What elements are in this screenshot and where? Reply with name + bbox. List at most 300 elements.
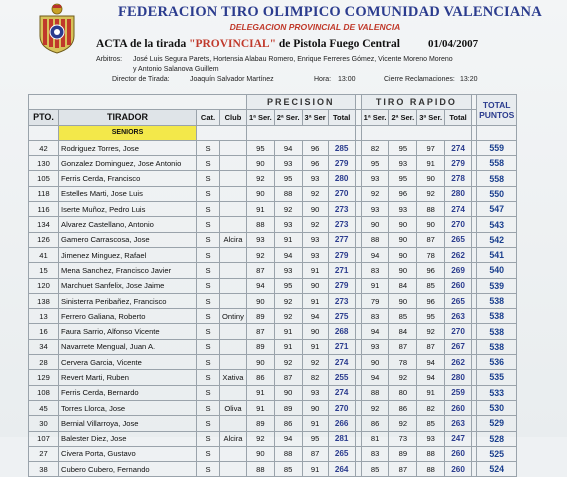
rapido-serie-1: 88 [361,385,389,400]
col-club: Club [220,110,247,125]
rapido-serie-3: 90 [417,171,445,186]
shooter-pto: 116 [29,202,59,217]
precision-serie-2: 93 [274,217,302,232]
delegation-subtitle: DELEGACION PROVINCIAL DE VALENCIA [229,22,401,32]
shooter-name: Gamero Carrascosa, Jose [59,232,197,247]
rapido-serie-2: 93 [389,156,417,171]
precision-total: 265 [328,446,355,461]
shooter-name: Revert Marti, Ruben [59,370,197,385]
precision-serie-2: 89 [274,400,302,415]
table-row [29,355,517,370]
total-points: 525 [477,446,517,461]
director-label: Director de Tirada: [112,76,170,83]
precision-serie-2: 88 [274,446,302,461]
col-rapido-serie-2: 2ª Ser. [389,110,417,125]
precision-total: 273 [328,202,355,217]
shooter-pto: 138 [29,293,59,308]
shooter-pto: 130 [29,156,59,171]
shooter-category: S [197,339,220,354]
cierre-value: 13:20 [460,76,478,83]
rapido-serie-2: 80 [389,385,417,400]
rapido-total: 270 [445,324,472,339]
rapido-serie-3: 92 [417,186,445,201]
table-row [29,370,517,385]
shooter-name: Mena Sanchez, Francisco Javier [59,263,197,278]
hora-label: Hora: [314,76,332,83]
precision-serie-2: 88 [274,186,302,201]
category-label: SENIORS [59,125,197,140]
shooter-pto: 42 [29,140,59,155]
col-precision-serie-3: 3ª Ser [302,110,328,125]
rapido-serie-3: 87 [417,232,445,247]
table-row [29,140,517,155]
shooter-category: S [197,217,220,232]
rapido-serie-1: 92 [361,400,389,415]
col-cat: Cat. [197,110,220,125]
precision-total: 275 [328,309,355,324]
precision-serie-3: 90 [302,278,328,293]
precision-serie-2: 86 [274,416,302,431]
precision-serie-1: 89 [246,416,274,431]
precision-serie-1: 91 [246,400,274,415]
shooter-pto: 118 [29,186,59,201]
rapido-serie-1: 90 [361,355,389,370]
precision-serie-2: 91 [274,324,302,339]
shooter-name: Faura Sarrio, Alfonso Vicente [59,324,197,339]
table-row [29,309,517,324]
rapido-serie-3: 87 [417,339,445,354]
rapido-serie-3: 94 [417,355,445,370]
precision-serie-3: 91 [302,462,328,477]
precision-total: 274 [328,385,355,400]
table-row [29,446,517,461]
rapido-total: 260 [445,446,472,461]
precision-total: 274 [328,355,355,370]
precision-serie-2: 91 [274,339,302,354]
acta-title [96,38,400,50]
rapido-total: 270 [445,217,472,232]
shooter-pto: 134 [29,217,59,232]
precision-serie-1: 92 [246,431,274,446]
precision-serie-1: 87 [246,263,274,278]
rapido-total: 247 [445,431,472,446]
total-points: 558 [477,156,517,171]
shooter-pto: 129 [29,370,59,385]
precision-serie-1: 89 [246,339,274,354]
precision-serie-2: 94 [274,140,302,155]
precision-serie-3: 90 [302,400,328,415]
arbitros-line-2: y Antonio Salanova Guillem [133,66,219,73]
total-points: 538 [477,324,517,339]
col-rapido-serie-1: 1ª Ser. [361,110,389,125]
precision-total: 279 [328,278,355,293]
shooter-category: S [197,278,220,293]
precision-serie-2: 92 [274,355,302,370]
shooter-category: S [197,355,220,370]
rapido-total: 269 [445,263,472,278]
precision-total: 280 [328,171,355,186]
acta-suffix: de Pistola Fuego Central [275,38,400,50]
table-row [29,202,517,217]
rapido-serie-2: 90 [389,232,417,247]
precision-serie-1: 94 [246,278,274,293]
rapido-total: 260 [445,278,472,293]
rapido-serie-1: 83 [361,263,389,278]
rapido-serie-2: 87 [389,339,417,354]
rapido-serie-3: 85 [417,416,445,431]
precision-total: 270 [328,186,355,201]
rapido-serie-3: 88 [417,446,445,461]
table-row [29,339,517,354]
precision-serie-2: 94 [274,431,302,446]
shooter-club: Ontiny [220,309,247,324]
precision-serie-3: 94 [302,309,328,324]
col-tirador: TIRADOR [59,110,197,125]
rapido-serie-1: 86 [361,416,389,431]
rapido-serie-1: 93 [361,339,389,354]
rapido-total: 265 [445,232,472,247]
precision-serie-2: 95 [274,278,302,293]
total-points: 540 [477,263,517,278]
precision-serie-3: 91 [302,293,328,308]
rapido-serie-1: 94 [361,324,389,339]
shooter-name: Cervera Garcia, Vicente [59,355,197,370]
federation-title: FEDERACION TIRO OLIMPICO COMUNIDAD VALENCIANA [118,4,542,20]
rapido-serie-1: 93 [361,202,389,217]
table-row [29,186,517,201]
shooter-club [220,263,247,278]
precision-serie-1: 90 [246,156,274,171]
rapido-serie-2: 86 [389,400,417,415]
rapido-serie-3: 82 [417,400,445,415]
table-row [29,462,517,477]
rapido-serie-2: 96 [389,186,417,201]
rapido-serie-3: 88 [417,202,445,217]
table-row [29,431,517,446]
table-row [29,400,517,415]
total-points: 558 [477,171,517,186]
shooter-pto: 107 [29,431,59,446]
shooter-category: S [197,385,220,400]
federation-crest-logo [34,2,80,54]
shooter-category: S [197,186,220,201]
precision-serie-3: 82 [302,370,328,385]
shooter-club [220,156,247,171]
director-name: Joaquín Salvador Martínez [190,76,274,83]
shooter-category: S [197,400,220,415]
total-points: 524 [477,462,517,477]
rapido-serie-1: 83 [361,446,389,461]
shooter-club: Oliva [220,400,247,415]
rapido-serie-2: 92 [389,370,417,385]
shooter-club: Alcira [220,431,247,446]
shooter-club [220,416,247,431]
table-row [29,278,517,293]
rapido-total: 274 [445,202,472,217]
precision-serie-2: 90 [274,385,302,400]
rapido-total: 262 [445,355,472,370]
shooter-club [220,186,247,201]
rapido-total: 267 [445,339,472,354]
col-precision-total: Total [328,110,355,125]
shooter-pto: 120 [29,278,59,293]
rapido-serie-1: 93 [361,171,389,186]
total-points: 538 [477,309,517,324]
precision-serie-1: 88 [246,462,274,477]
shooter-name: Ferrero Galiana, Roberto [59,309,197,324]
shooter-name: Estelles Marti, Jose Luis [59,186,197,201]
total-points: 533 [477,385,517,400]
precision-total: 270 [328,400,355,415]
shooter-name: Balester Diez, Jose [59,431,197,446]
shooter-club: Alcira [220,232,247,247]
header-spacer [29,95,247,110]
shooter-category: S [197,263,220,278]
precision-serie-1: 93 [246,232,274,247]
rapido-serie-3: 78 [417,247,445,262]
rapido-serie-1: 79 [361,293,389,308]
total-points: 538 [477,293,517,308]
shooter-pto: 41 [29,247,59,262]
precision-serie-1: 91 [246,385,274,400]
rapido-total: 263 [445,416,472,431]
hora-value: 13:00 [338,76,356,83]
rapido-serie-3: 93 [417,431,445,446]
precision-serie-3: 91 [302,339,328,354]
rapido-serie-2: 89 [389,446,417,461]
rapido-serie-2: 78 [389,355,417,370]
precision-total: 264 [328,462,355,477]
shooter-category: S [197,293,220,308]
shooter-name: Ferris Cerda, Francisco [59,171,197,186]
col-rapido-serie-3: 3ª Ser. [417,110,445,125]
shooter-name: Ferris Cerda, Bernardo [59,385,197,400]
rapido-serie-1: 91 [361,278,389,293]
shooter-name: Cubero Cubero, Fernando [59,462,197,477]
shooter-pto: 15 [29,263,59,278]
col-precision-serie-2: 2ª Ser. [274,110,302,125]
rapido-serie-3: 92 [417,324,445,339]
rapido-serie-1: 92 [361,186,389,201]
precision-total: 273 [328,217,355,232]
precision-serie-3: 92 [302,186,328,201]
shooter-category: S [197,462,220,477]
shooter-club [220,339,247,354]
shooter-name: Navarrete Mengual, Juan A. [59,339,197,354]
precision-serie-3: 93 [302,247,328,262]
rapido-total: 260 [445,400,472,415]
total-points: 536 [477,355,517,370]
col-pto: PTO. [29,110,59,125]
total-points: 541 [477,247,517,262]
shooter-name: Jimenez Minguez, Rafael [59,247,197,262]
shooter-club [220,140,247,155]
rapido-serie-3: 91 [417,156,445,171]
total-points: 528 [477,431,517,446]
shooter-name: Bernial Villarroya, Jose [59,416,197,431]
rapido-serie-1: 82 [361,140,389,155]
shooter-category: S [197,171,220,186]
precision-serie-2: 93 [274,156,302,171]
shooter-club [220,202,247,217]
shooter-name: Sinisterra Peribañez, Francisco [59,293,197,308]
rapido-total: 259 [445,385,472,400]
shooter-category: S [197,309,220,324]
precision-serie-1: 87 [246,324,274,339]
rapido-total: 279 [445,156,472,171]
shooter-category: S [197,370,220,385]
table-row [29,293,517,308]
rapido-serie-2: 85 [389,309,417,324]
precision-serie-2: 91 [274,232,302,247]
results-table [28,94,517,477]
precision-serie-2: 87 [274,370,302,385]
shooter-club [220,278,247,293]
total-points-header [477,95,517,126]
total-points: 542 [477,232,517,247]
precision-serie-2: 92 [274,309,302,324]
shooter-category: S [197,416,220,431]
shooter-club [220,324,247,339]
rapido-serie-3: 96 [417,263,445,278]
rapido-serie-1: 81 [361,431,389,446]
rapido-serie-3: 91 [417,385,445,400]
rapido-serie-2: 73 [389,431,417,446]
table-row [29,156,517,171]
shooter-club: Xativa [220,370,247,385]
rapido-serie-1: 95 [361,156,389,171]
precision-serie-2: 92 [274,202,302,217]
shooter-club [220,355,247,370]
rapido-serie-2: 90 [389,247,417,262]
precision-serie-1: 88 [246,217,274,232]
precision-serie-3: 91 [302,416,328,431]
precision-serie-2: 85 [274,462,302,477]
shooter-category: S [197,324,220,339]
table-row [29,247,517,262]
shooter-category: S [197,247,220,262]
shooter-pto: 13 [29,309,59,324]
rapido-serie-3: 94 [417,370,445,385]
total-points: 530 [477,400,517,415]
shooter-pto: 27 [29,446,59,461]
rapido-serie-3: 88 [417,462,445,477]
table-row [29,217,517,232]
shooter-category: S [197,202,220,217]
rapido-serie-1: 94 [361,247,389,262]
shooter-category: S [197,232,220,247]
shooter-name: Torres Llorca, Jose [59,400,197,415]
table-row [29,171,517,186]
precision-total: 281 [328,431,355,446]
total-points: 543 [477,217,517,232]
rapido-serie-1: 90 [361,217,389,232]
rapido-total: 260 [445,462,472,477]
total-points: 547 [477,202,517,217]
precision-serie-2: 93 [274,263,302,278]
precision-serie-3: 95 [302,431,328,446]
shooter-pto: 34 [29,339,59,354]
shooter-club [220,247,247,262]
precision-serie-3: 93 [302,385,328,400]
rapido-total: 278 [445,171,472,186]
rapido-serie-2: 95 [389,171,417,186]
arbitros-label: Arbitros: [96,56,123,63]
event-date: 01/04/2007 [428,38,479,50]
table-row [29,232,517,247]
rapido-total: 280 [445,370,472,385]
rapido-group-header: TIRO RAPIDO [361,95,471,110]
total-points-header-line2: PUNTOS [479,109,515,120]
precision-serie-1: 90 [246,186,274,201]
acta-prefix: ACTA de la tirada [96,38,190,50]
shooter-pto: 108 [29,385,59,400]
table-row [29,385,517,400]
shooter-name: Marchuet Sanfelix, Jose Jaime [59,278,197,293]
rapido-serie-1: 83 [361,309,389,324]
rapido-serie-2: 90 [389,263,417,278]
precision-total: 266 [328,416,355,431]
precision-total: 285 [328,140,355,155]
shooter-club [220,446,247,461]
precision-serie-3: 90 [302,202,328,217]
total-points: 529 [477,416,517,431]
rapido-serie-3: 96 [417,293,445,308]
shooter-club [220,171,247,186]
precision-serie-3: 91 [302,263,328,278]
shooter-category: S [197,156,220,171]
rapido-total: 274 [445,140,472,155]
precision-serie-1: 91 [246,202,274,217]
precision-total: 273 [328,293,355,308]
rapido-serie-2: 84 [389,324,417,339]
rapido-serie-1: 88 [361,232,389,247]
rapido-serie-2: 95 [389,140,417,155]
shooter-club [220,462,247,477]
shooter-pto: 105 [29,171,59,186]
precision-serie-1: 90 [246,293,274,308]
acta-highlight: "PROVINCIAL" [189,38,276,50]
precision-serie-1: 95 [246,140,274,155]
col-precision-serie-1: 1ª Ser. [246,110,274,125]
shooter-pto: 28 [29,355,59,370]
precision-serie-2: 94 [274,247,302,262]
precision-serie-1: 90 [246,355,274,370]
rapido-total: 280 [445,186,472,201]
shooter-category: S [197,446,220,461]
arbitros-line-1: José Luis Segura Parets, Hortensia Alabau Romero, Enrique Ferreres Gómez, Vicente Moreno Moreno [133,56,453,63]
rapido-serie-3: 90 [417,217,445,232]
total-points: 550 [477,186,517,201]
precision-serie-3: 87 [302,446,328,461]
rapido-total: 263 [445,309,472,324]
precision-serie-3: 96 [302,140,328,155]
precision-total: 255 [328,370,355,385]
precision-serie-3: 92 [302,217,328,232]
shooter-pto: 16 [29,324,59,339]
total-points: 538 [477,339,517,354]
total-points: 559 [477,140,517,155]
shooter-category: S [197,431,220,446]
col-rapido-total: Total [445,110,472,125]
shooter-name: Gonzalez Dominguez, Jose Antonio [59,156,197,171]
shooter-club [220,385,247,400]
rapido-total: 265 [445,293,472,308]
rapido-serie-2: 87 [389,462,417,477]
precision-serie-3: 93 [302,171,328,186]
rapido-serie-2: 92 [389,416,417,431]
rapido-serie-2: 90 [389,217,417,232]
